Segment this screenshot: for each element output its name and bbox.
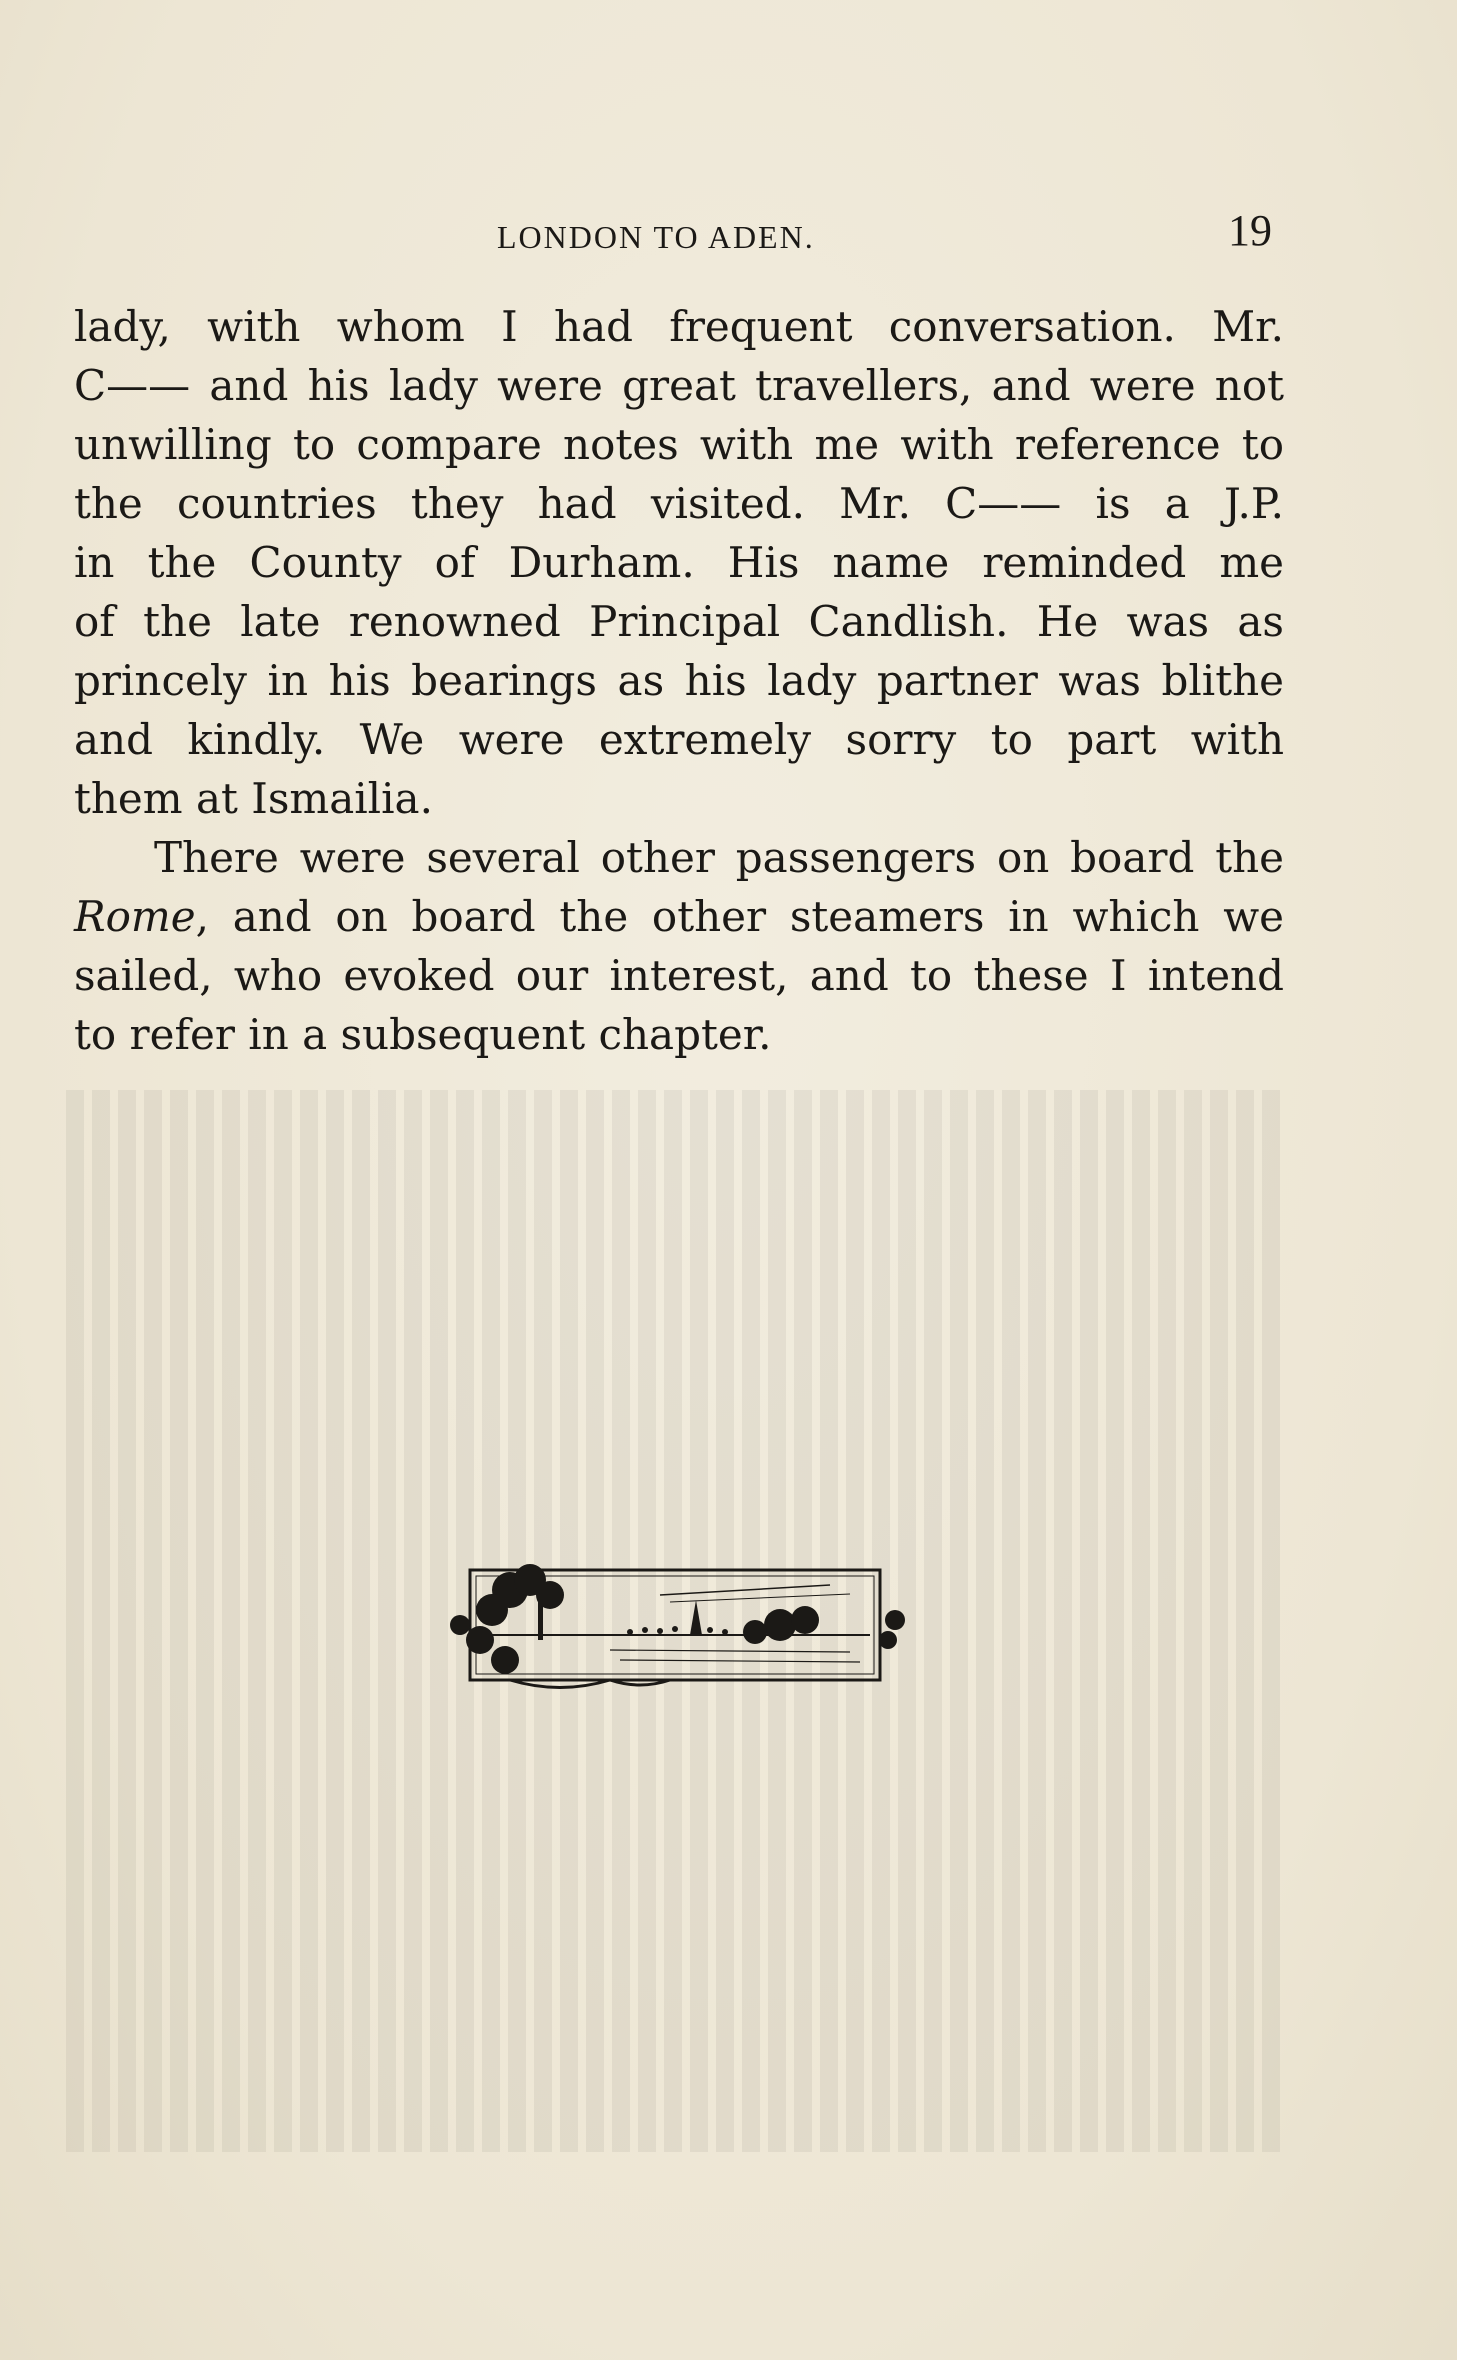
body-text bbox=[74, 297, 1284, 1064]
text-line: C—— and his lady were great travellers, and were not bbox=[74, 361, 1284, 410]
text-line: princely in his bearings as his lady partner was blithe bbox=[74, 656, 1284, 705]
text-line-rest: , and on board the other steamers in which we bbox=[195, 892, 1284, 941]
text-line: and kindly. We were extremely sorry to part with bbox=[74, 715, 1284, 764]
text-line: them at Ismailia. bbox=[74, 774, 433, 823]
text-line-with-italic bbox=[74, 887, 1284, 946]
page-number: 19 bbox=[1228, 206, 1272, 255]
text-line: the countries they had visited. Mr. C—— is a J.P. bbox=[74, 479, 1284, 528]
text-line: There were several other passengers on board the bbox=[154, 833, 1284, 882]
text-line: lady, with whom I had frequent conversation. Mr. bbox=[74, 302, 1284, 351]
text-line: in the County of Durham. His name reminded me bbox=[74, 538, 1284, 587]
text-line: sailed, who evoked our interest, and to these I intend bbox=[74, 951, 1284, 1000]
text-line: of the late renowned Principal Candlish. He was as bbox=[74, 597, 1284, 646]
ship-name: Rome bbox=[74, 892, 196, 941]
running-head bbox=[0, 205, 1457, 265]
landscape-vignette-icon bbox=[410, 1540, 950, 1705]
running-title: LONDON TO ADEN. bbox=[497, 219, 815, 255]
text-line: unwilling to compare notes with me with reference to bbox=[74, 420, 1284, 469]
text-line: to refer in a subsequent chapter. bbox=[74, 1010, 772, 1059]
